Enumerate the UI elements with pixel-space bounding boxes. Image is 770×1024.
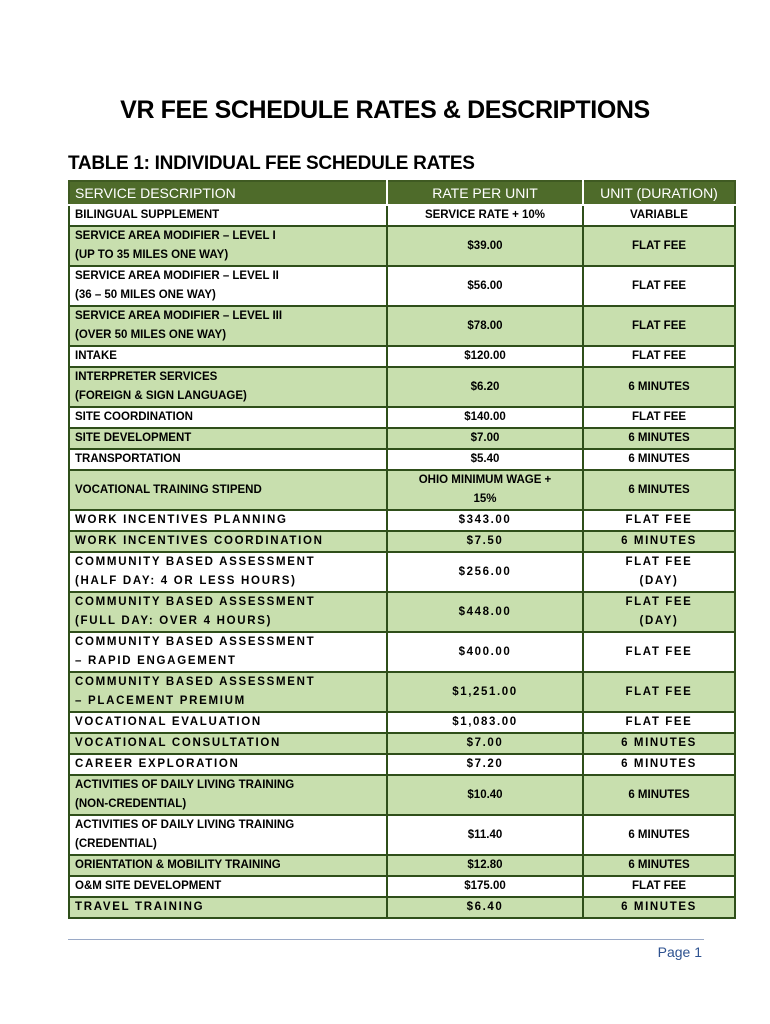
unit-cell: FLAT FEE (DAY)	[583, 592, 735, 632]
unit-cell: FLAT FEE	[583, 306, 735, 346]
unit-cell: 6 MINUTES	[583, 428, 735, 449]
service-description-cell: SERVICE AREA MODIFIER – LEVEL I (UP TO 35 MILES ONE WAY)	[69, 226, 387, 266]
unit-cell: FLAT FEE	[583, 672, 735, 712]
rate-cell: $448.00	[387, 592, 583, 632]
unit-cell: 6 MINUTES	[583, 754, 735, 775]
unit-cell: 6 MINUTES	[583, 531, 735, 552]
rate-cell: OHIO MINIMUM WAGE + 15%	[387, 470, 583, 510]
rate-cell: $6.40	[387, 897, 583, 918]
table-header-row	[69, 181, 735, 205]
unit-cell: 6 MINUTES	[583, 775, 735, 815]
unit-cell: FLAT FEE	[583, 346, 735, 367]
unit-cell: 6 MINUTES	[583, 367, 735, 407]
unit-cell: 6 MINUTES	[583, 815, 735, 855]
unit-cell: FLAT FEE	[583, 712, 735, 733]
service-description-cell: ORIENTATION & MOBILITY TRAINING	[69, 855, 387, 876]
rate-cell: $7.50	[387, 531, 583, 552]
rate-cell: $10.40	[387, 775, 583, 815]
unit-cell: FLAT FEE	[583, 510, 735, 531]
service-description-cell: TRAVEL TRAINING	[69, 897, 387, 918]
unit-cell: FLAT FEE	[583, 226, 735, 266]
rate-cell: $12.80	[387, 855, 583, 876]
rate-cell: $343.00	[387, 510, 583, 531]
rate-cell: $39.00	[387, 226, 583, 266]
service-description-cell: CAREER EXPLORATION	[69, 754, 387, 775]
service-description-cell: SERVICE AREA MODIFIER – LEVEL II (36 – 50 MILES ONE WAY)	[69, 266, 387, 306]
service-description-cell: VOCATIONAL EVALUATION	[69, 712, 387, 733]
service-description-cell: TRANSPORTATION	[69, 449, 387, 470]
unit-cell: FLAT FEE	[583, 876, 735, 897]
rate-cell: $7.00	[387, 733, 583, 754]
service-description-cell: WORK INCENTIVES COORDINATION	[69, 531, 387, 552]
rate-cell: $1,251.00	[387, 672, 583, 712]
service-description-cell: VOCATIONAL TRAINING STIPEND	[69, 470, 387, 510]
unit-cell: 6 MINUTES	[583, 470, 735, 510]
unit-cell: FLAT FEE	[583, 407, 735, 428]
rate-cell: $400.00	[387, 632, 583, 672]
page-number: Page 1	[657, 944, 702, 960]
rate-cell: $140.00	[387, 407, 583, 428]
unit-cell: FLAT FEE	[583, 266, 735, 306]
unit-cell: VARIABLE	[583, 205, 735, 226]
service-description-cell: COMMUNITY BASED ASSESSMENT – RAPID ENGAGEMENT	[69, 632, 387, 672]
rate-cell: $6.20	[387, 367, 583, 407]
table-body	[69, 205, 735, 918]
footer-divider	[68, 939, 704, 940]
service-description-cell: INTAKE	[69, 346, 387, 367]
service-description-cell: SERVICE AREA MODIFIER – LEVEL III (OVER 50 MILES ONE WAY)	[69, 306, 387, 346]
unit-cell: FLAT FEE	[583, 632, 735, 672]
rate-cell: $120.00	[387, 346, 583, 367]
rate-cell: $175.00	[387, 876, 583, 897]
header-service-description: SERVICE DESCRIPTION	[69, 181, 387, 205]
service-description-cell: COMMUNITY BASED ASSESSMENT – PLACEMENT PREMIUM	[69, 672, 387, 712]
rate-cell: $7.20	[387, 754, 583, 775]
unit-cell: 6 MINUTES	[583, 897, 735, 918]
service-description-cell: SITE COORDINATION	[69, 407, 387, 428]
unit-cell: FLAT FEE (DAY)	[583, 552, 735, 592]
header-unit-duration: UNIT (DURATION)	[583, 181, 735, 205]
unit-cell: 6 MINUTES	[583, 855, 735, 876]
rate-cell: $256.00	[387, 552, 583, 592]
rate-cell: SERVICE RATE + 10%	[387, 205, 583, 226]
service-description-cell: WORK INCENTIVES PLANNING	[69, 510, 387, 531]
rate-cell: $11.40	[387, 815, 583, 855]
header-rate-per-unit: RATE PER UNIT	[387, 181, 583, 205]
service-description-cell: ACTIVITIES OF DAILY LIVING TRAINING (CREDENTIAL)	[69, 815, 387, 855]
rate-cell: $56.00	[387, 266, 583, 306]
rate-cell: $5.40	[387, 449, 583, 470]
table-title: TABLE 1: INDIVIDUAL FEE SCHEDULE RATES	[68, 153, 475, 174]
service-description-cell: ACTIVITIES OF DAILY LIVING TRAINING (NON-CREDENTIAL)	[69, 775, 387, 815]
service-description-cell: VOCATIONAL CONSULTATION	[69, 733, 387, 754]
service-description-cell: O&M SITE DEVELOPMENT	[69, 876, 387, 897]
rate-cell: $1,083.00	[387, 712, 583, 733]
fee-schedule-table	[68, 180, 736, 919]
service-description-cell: COMMUNITY BASED ASSESSMENT (HALF DAY: 4 OR LESS HOURS)	[69, 552, 387, 592]
page-title: VR FEE SCHEDULE RATES & DESCRIPTIONS	[120, 96, 650, 124]
rate-cell: $7.00	[387, 428, 583, 449]
service-description-cell: COMMUNITY BASED ASSESSMENT (FULL DAY: OVER 4 HOURS)	[69, 592, 387, 632]
service-description-cell: BILINGUAL SUPPLEMENT	[69, 205, 387, 226]
service-description-cell: INTERPRETER SERVICES (FOREIGN & SIGN LANGUAGE)	[69, 367, 387, 407]
service-description-cell: SITE DEVELOPMENT	[69, 428, 387, 449]
unit-cell: 6 MINUTES	[583, 449, 735, 470]
rate-cell: $78.00	[387, 306, 583, 346]
unit-cell: 6 MINUTES	[583, 733, 735, 754]
